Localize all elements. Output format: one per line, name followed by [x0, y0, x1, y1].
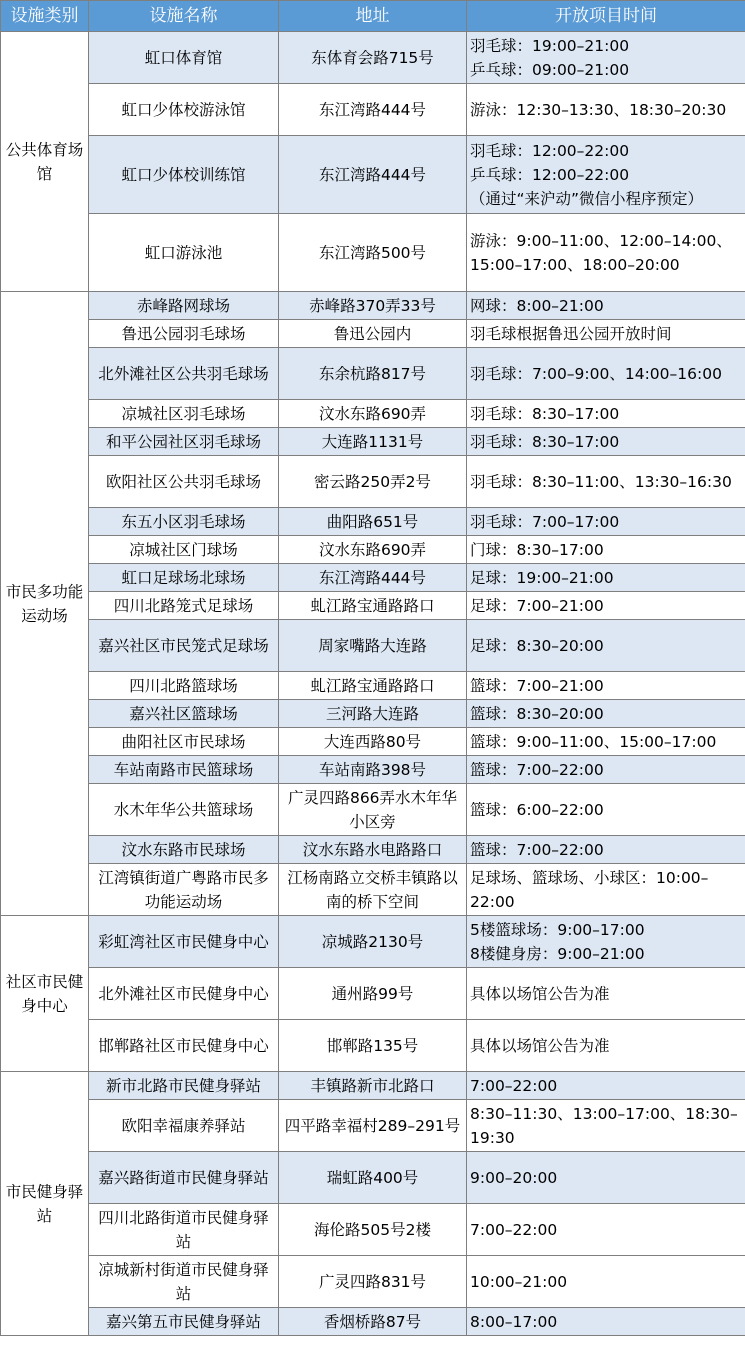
- address-cell: 东江湾路444号: [279, 136, 467, 214]
- hours-cell: 足球：8:30–20:00: [467, 620, 745, 672]
- facility-name-cell: 凉城社区门球场: [89, 536, 279, 564]
- header-name: 设施名称: [89, 1, 279, 32]
- address-cell: 海伦路505号2楼: [279, 1204, 467, 1256]
- facility-name-cell: 邯郸路社区市民健身中心: [89, 1020, 279, 1072]
- address-cell: 虬江路宝通路路口: [279, 672, 467, 700]
- table-row: [1, 1152, 745, 1204]
- facility-name-cell: 虹口游泳池: [89, 214, 279, 292]
- address-cell: 丰镇路新市北路口: [279, 1072, 467, 1100]
- facility-name-cell: 四川北路笼式足球场: [89, 592, 279, 620]
- table-row: [1, 728, 745, 756]
- hours-cell: 5楼篮球场：9:00–17:00 8楼健身房：9:00–21:00: [467, 916, 745, 968]
- hours-cell: 篮球：7:00–21:00: [467, 672, 745, 700]
- table-row: [1, 1100, 745, 1152]
- address-cell: 大连路1131号: [279, 428, 467, 456]
- facility-name-cell: 东五小区羽毛球场: [89, 508, 279, 536]
- hours-cell: 游泳：12:30–13:30、18:30–20:30: [467, 84, 745, 136]
- address-cell: 东江湾路500号: [279, 214, 467, 292]
- hours-cell: 羽毛球：7:00–9:00、14:00–16:00: [467, 348, 745, 400]
- address-cell: 邯郸路135号: [279, 1020, 467, 1072]
- address-cell: 大连西路80号: [279, 728, 467, 756]
- address-cell: 东余杭路817号: [279, 348, 467, 400]
- facility-name-cell: 车站南路市民篮球场: [89, 756, 279, 784]
- facility-name-cell: 虹口足球场北球场: [89, 564, 279, 592]
- table-row: [1, 784, 745, 836]
- table-row: [1, 536, 745, 564]
- category-cell: 社区市民健身中心: [1, 916, 89, 1072]
- facility-name-cell: 四川北路篮球场: [89, 672, 279, 700]
- header-hours: 开放项目时间: [467, 1, 745, 32]
- hours-cell: 10:00–21:00: [467, 1256, 745, 1308]
- table-row: [1, 348, 745, 400]
- address-cell: 四平路幸福村289–291号: [279, 1100, 467, 1152]
- facility-name-cell: 虹口少体校训练馆: [89, 136, 279, 214]
- table-row: [1, 916, 745, 968]
- header-category: 设施类别: [1, 1, 89, 32]
- hours-cell: 羽毛球：8:30–17:00: [467, 428, 745, 456]
- facility-name-cell: 北外滩社区市民健身中心: [89, 968, 279, 1020]
- hours-cell: 羽毛球根据鲁迅公园开放时间: [467, 320, 745, 348]
- hours-cell: 8:00–17:00: [467, 1308, 745, 1336]
- facility-name-cell: 嘉兴社区篮球场: [89, 700, 279, 728]
- hours-cell: 篮球：7:00–22:00: [467, 836, 745, 864]
- facility-name-cell: 凉城新村街道市民健身驿站: [89, 1256, 279, 1308]
- facility-name-cell: 曲阳社区市民球场: [89, 728, 279, 756]
- facility-name-cell: 新市北路市民健身驿站: [89, 1072, 279, 1100]
- address-cell: 广灵四路866弄水木年华小区旁: [279, 784, 467, 836]
- facility-name-cell: 北外滩社区公共羽毛球场: [89, 348, 279, 400]
- hours-cell: 足球：19:00–21:00: [467, 564, 745, 592]
- table-row: [1, 136, 745, 214]
- table-row: [1, 1204, 745, 1256]
- address-cell: 赤峰路370弄33号: [279, 292, 467, 320]
- facility-name-cell: 欧阳幸福康养驿站: [89, 1100, 279, 1152]
- table-row: [1, 400, 745, 428]
- hours-cell: 篮球：6:00–22:00: [467, 784, 745, 836]
- table-row: [1, 564, 745, 592]
- facility-name-cell: 虹口少体校游泳馆: [89, 84, 279, 136]
- hours-cell: 羽毛球：7:00–17:00: [467, 508, 745, 536]
- table-row: [1, 620, 745, 672]
- hours-cell: 游泳：9:00–11:00、12:00–14:00、15:00–17:00、18:00–20:00: [467, 214, 745, 292]
- facility-name-cell: 江湾镇街道广粤路市民多功能运动场: [89, 864, 279, 916]
- header-row: [1, 1, 745, 32]
- address-cell: 汶水东路690弄: [279, 536, 467, 564]
- address-cell: 凉城路2130号: [279, 916, 467, 968]
- address-cell: 车站南路398号: [279, 756, 467, 784]
- table-row: [1, 1256, 745, 1308]
- table-row: [1, 1308, 745, 1336]
- category-cell: 公共体育场馆: [1, 32, 89, 292]
- hours-cell: 具体以场馆公告为准: [467, 968, 745, 1020]
- facility-name-cell: 四川北路街道市民健身驿站: [89, 1204, 279, 1256]
- facility-name-cell: 鲁迅公园羽毛球场: [89, 320, 279, 348]
- facility-name-cell: 嘉兴社区市民笼式足球场: [89, 620, 279, 672]
- hours-cell: 足球：7:00–21:00: [467, 592, 745, 620]
- table-row: [1, 508, 745, 536]
- address-cell: 鲁迅公园内: [279, 320, 467, 348]
- hours-cell: 羽毛球：8:30–17:00: [467, 400, 745, 428]
- address-cell: 东体育会路715号: [279, 32, 467, 84]
- table-row: [1, 700, 745, 728]
- table-row: [1, 672, 745, 700]
- table-row: [1, 214, 745, 292]
- table-row: [1, 292, 745, 320]
- hours-cell: 篮球：7:00–22:00: [467, 756, 745, 784]
- table-row: [1, 968, 745, 1020]
- facility-name-cell: 汶水东路市民球场: [89, 836, 279, 864]
- hours-cell: 网球：8:00–21:00: [467, 292, 745, 320]
- table-row: [1, 836, 745, 864]
- hours-cell: 门球：8:30–17:00: [467, 536, 745, 564]
- category-cell: 市民多功能运动场: [1, 292, 89, 916]
- hours-cell: 9:00–20:00: [467, 1152, 745, 1204]
- table-row: [1, 592, 745, 620]
- table-row: [1, 1020, 745, 1072]
- table-row: [1, 84, 745, 136]
- address-cell: 密云路250弄2号: [279, 456, 467, 508]
- facility-name-cell: 水木年华公共篮球场: [89, 784, 279, 836]
- address-cell: 虬江路宝通路路口: [279, 592, 467, 620]
- facility-name-cell: 欧阳社区公共羽毛球场: [89, 456, 279, 508]
- hours-cell: 具体以场馆公告为准: [467, 1020, 745, 1072]
- facility-name-cell: 赤峰路网球场: [89, 292, 279, 320]
- hours-cell: 篮球：8:30–20:00: [467, 700, 745, 728]
- table-row: [1, 320, 745, 348]
- hours-cell: 羽毛球：8:30–11:00、13:30–16:30: [467, 456, 745, 508]
- address-cell: 江杨南路立交桥丰镇路以南的桥下空间: [279, 864, 467, 916]
- address-cell: 三河路大连路: [279, 700, 467, 728]
- hours-cell: 篮球：9:00–11:00、15:00–17:00: [467, 728, 745, 756]
- address-cell: 瑞虹路400号: [279, 1152, 467, 1204]
- hours-cell: 8:30–11:30、13:00–17:00、18:30–19:30: [467, 1100, 745, 1152]
- table-row: [1, 428, 745, 456]
- facility-name-cell: 凉城社区羽毛球场: [89, 400, 279, 428]
- facility-name-cell: 虹口体育馆: [89, 32, 279, 84]
- facility-name-cell: 和平公园社区羽毛球场: [89, 428, 279, 456]
- table-row: [1, 32, 745, 84]
- facility-name-cell: 嘉兴第五市民健身驿站: [89, 1308, 279, 1336]
- hours-cell: 足球场、篮球场、小球区：10:00–22:00: [467, 864, 745, 916]
- address-cell: 周家嘴路大连路: [279, 620, 467, 672]
- header-address: 地址: [279, 1, 467, 32]
- address-cell: 香烟桥路87号: [279, 1308, 467, 1336]
- address-cell: 东江湾路444号: [279, 84, 467, 136]
- address-cell: 东江湾路444号: [279, 564, 467, 592]
- address-cell: 曲阳路651号: [279, 508, 467, 536]
- hours-cell: 羽毛球：12:00–22:00 乒乓球：12:00–22:00 （通过“来沪动”微信小程序预定）: [467, 136, 745, 214]
- hours-cell: 7:00–22:00: [467, 1072, 745, 1100]
- hours-cell: 7:00–22:00: [467, 1204, 745, 1256]
- table-row: [1, 456, 745, 508]
- address-cell: 汶水东路水电路路口: [279, 836, 467, 864]
- facility-name-cell: 彩虹湾社区市民健身中心: [89, 916, 279, 968]
- table-row: [1, 1072, 745, 1100]
- address-cell: 汶水东路690弄: [279, 400, 467, 428]
- table-body: [1, 32, 745, 1336]
- hours-cell: 羽毛球：19:00–21:00 乒乓球：09:00–21:00: [467, 32, 745, 84]
- table-row: [1, 756, 745, 784]
- facility-name-cell: 嘉兴路街道市民健身驿站: [89, 1152, 279, 1204]
- address-cell: 广灵四路831号: [279, 1256, 467, 1308]
- table-row: [1, 864, 745, 916]
- category-cell: 市民健身驿站: [1, 1072, 89, 1336]
- address-cell: 通州路99号: [279, 968, 467, 1020]
